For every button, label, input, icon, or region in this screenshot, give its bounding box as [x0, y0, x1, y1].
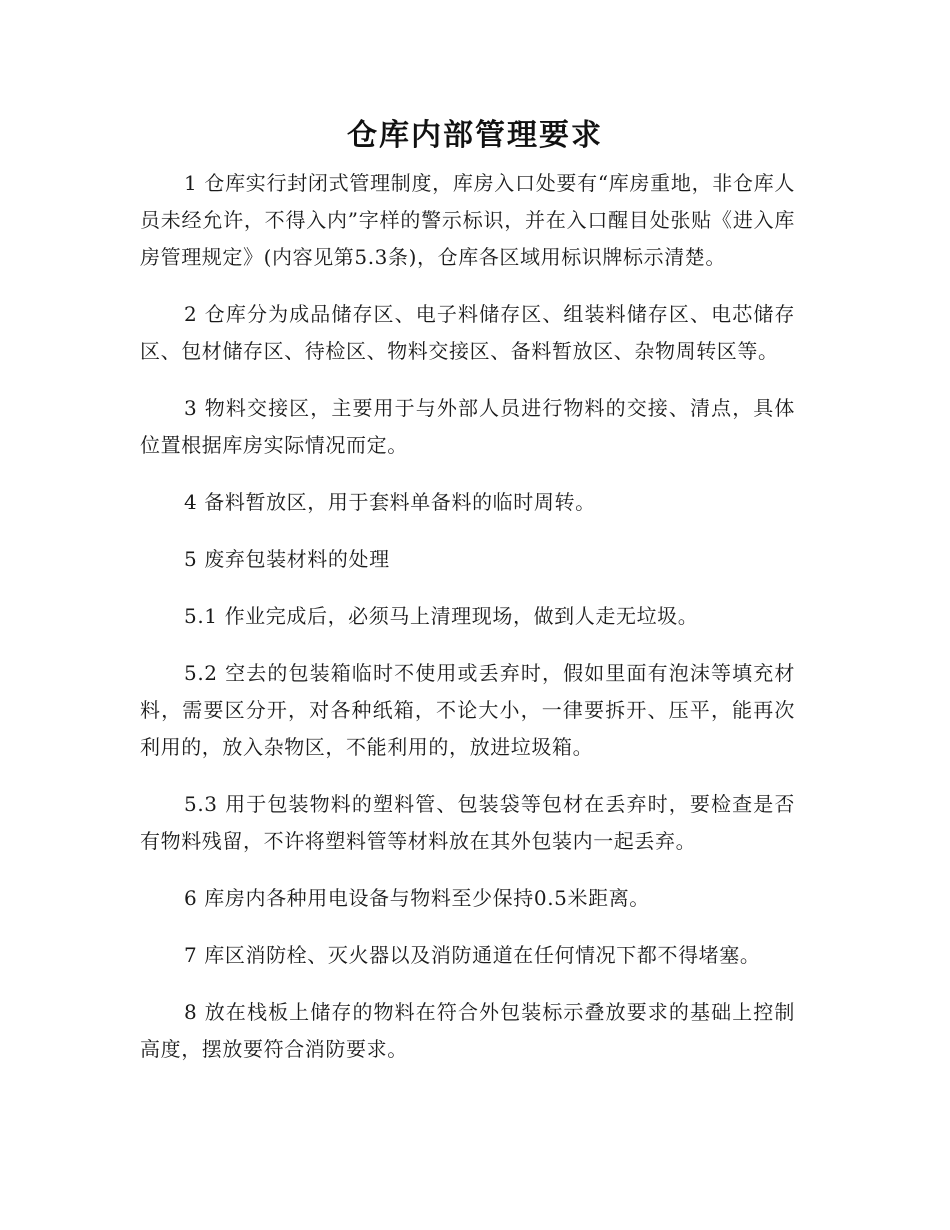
paragraph-3: 3 物料交接区，主要用于与外部人员进行物料的交接、清点，具体位置根据库房实际情况而定。 [140, 396, 795, 457]
paragraph-1: 1 仓库实行封闭式管理制度，库房入口处要有“库房重地，非仓库人员未经允许，不得入内”字样的警示标识，并在入口醒目处张贴《进入库房管理规定》(内容见第5.3条)，仓库各区域用标识牌标示清楚。 [140, 171, 795, 269]
paragraph-5-3: 5.3 用于包装物料的塑料管、包装袋等包材在丢弃时，要检查是否有物料残留，不许将塑料管等材料放在其外包装内一起丢弃。 [140, 792, 795, 853]
document-body [140, 165, 795, 1088]
paragraph-5: 5 废弃包装材料的处理 [184, 547, 390, 571]
paragraph-8: 8 放在栈板上储存的物料在符合外包装标示叠放要求的基础上控制高度，摆放要符合消防要求。 [140, 1000, 795, 1061]
paragraph-4: 4 备料暂放区，用于套料单备料的临时周转。 [184, 490, 596, 514]
paragraph-7: 7 库区消防栓、灭火器以及消防通道在任何情况下都不得堵塞。 [184, 943, 761, 967]
paragraph-5-2: 5.2 空去的包装箱临时不使用或丢弃时，假如里面有泡沫等填充材料，需要区分开，对各种纸箱，不论大小，一律要拆开、压平，能再次利用的，放入杂物区，不能利用的，放进垃圾箱。 [140, 661, 795, 759]
document-title: 仓库内部管理要求 [347, 118, 603, 153]
paragraph-6: 6 库房内各种用电设备与物料至少保持0.5米距离。 [184, 886, 650, 910]
paragraph-2: 2 仓库分为成品储存区、电子料储存区、组装料储存区、电芯储存区、包材储存区、待检区、物料交接区、备料暂放区、杂物周转区等。 [140, 302, 795, 363]
paragraph-5-1: 5.1 作业完成后，必须马上清理现场，做到人走无垃圾。 [184, 604, 699, 628]
